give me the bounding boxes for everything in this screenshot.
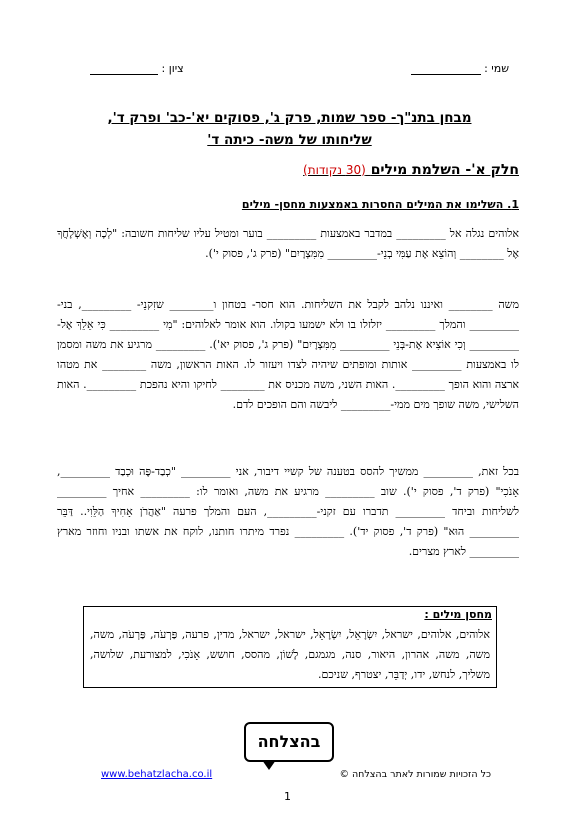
paragraph-3: בכל זאת, _________ ממשיך להסס בטענה של קשיי דיבור, אני _________ "כְבַד-פֶּה וּכְבַד _________, אָנֹכִי" (פרק ד', פסוק י'). שוב _________ מרגיע את משה, ואומר לו: _________ אחיך _________ לשליחות וביחד _________ תדברו עם זקני-_________, העם והמלך פרעה "אַהֲרֹן אָחִיךָ הַלֵּוִי.. דַּבֵּר _________ הוּא" (פרק ד', פסוק יד'). _________ נפרד מיתרו חותנו, לוקח את אשתו ובניו וחוזר מארץ _________ לארץ מצרים. bbox=[57, 465, 519, 558]
paragraph-1: אלוהים נגלה אל _________ במדבר באמצעות _________ בוער ומטיל עליו שליחות חשובה: "לְכָה וְאֶשְׁלָחֲךָ אֶל ________ וְהוֹצֵא אֶת עַמִּי בְנֵי-_________ מִמִּצְרָיִם" (פרק ג', פסוק י'). bbox=[57, 227, 519, 260]
word-bank-title: מחסן מילים : bbox=[424, 608, 492, 621]
grade-line[interactable] bbox=[90, 64, 158, 75]
part-label: חלק א'- השלמת מילים bbox=[370, 162, 519, 178]
name-line[interactable] bbox=[411, 64, 481, 75]
name-label: שמי : bbox=[484, 62, 509, 75]
paragraph-2: משה ________ ואיננו נלהב לקבל את השליחות. הוא חסר- בטחון ו________ שזִקנֵי- _________, בני- _________ והמלך _________ יזלזלו בו ולא ישמעו בקולו. הוא אומר לאלוהים: "מִי _________ כִּי אֵלֵךְ אֶל- _________ וְכִי אוֹצִיא אֶת-בְּנֵי _________ מִמִּצְרָיִם" (פרק ג', פסוק יא'). _________ מרגיע את משה ומסמן לו באמצעות _________ אותות ומופתים שיהיה לצדו ויעזור לו. האות הראשון, משה ________ את מטהו ארצה והוא הופך _________. האות השני, משה מכניס את ________ לחיקו והיא נהפכת _________. האות השלישי, משה שופך מים ממי-_________ ליבשה והם הופכים לדם. bbox=[57, 298, 519, 411]
part-points: (30 נקודות) bbox=[303, 163, 366, 177]
behatzlacha-logo: בהצלחה bbox=[244, 722, 334, 762]
question-instruction: 1. השלימו את המילים החסרות באמצעות מחסן- מילים bbox=[241, 198, 519, 211]
exam-title-line1: מבחן בתנ"ך- ספר שמות, פרק ג', פסוקים יא'-כב' ופרק ד', bbox=[107, 110, 472, 126]
exam-title-line2: שליחותו של משה- כיתה ד' bbox=[207, 132, 372, 148]
logo-speech-tail bbox=[262, 760, 276, 770]
footer-copyright: כל הזכויות שמורות לאתר בהצלחה © bbox=[339, 769, 491, 780]
grade-field[interactable] bbox=[90, 62, 184, 75]
page-number: 1 bbox=[284, 790, 291, 803]
footer-website-link[interactable]: www.behatzlacha.co.il bbox=[101, 769, 213, 780]
part-heading bbox=[303, 162, 519, 178]
grade-label: ציון : bbox=[161, 62, 184, 75]
name-field[interactable] bbox=[411, 62, 509, 75]
word-bank-box bbox=[83, 606, 497, 688]
word-bank-words: אלוהים, אלוהים, ישראל, יִשְׂרָאֵל, יִשְׂרָאֵל, ישראל, ישראל, מדין, פרעה, פַּרְעֹה, פַּרְעֹה, משה, משה, משה, אהרון, היאור, סנה, מגמגם, לָשׁוֹן, מהסס, חושש, אָנֹכִי, למצורעת, שלושה, משליך, לנחש, ידו, יְדַבֵּר, יצטרף, שניכם. bbox=[90, 628, 490, 681]
